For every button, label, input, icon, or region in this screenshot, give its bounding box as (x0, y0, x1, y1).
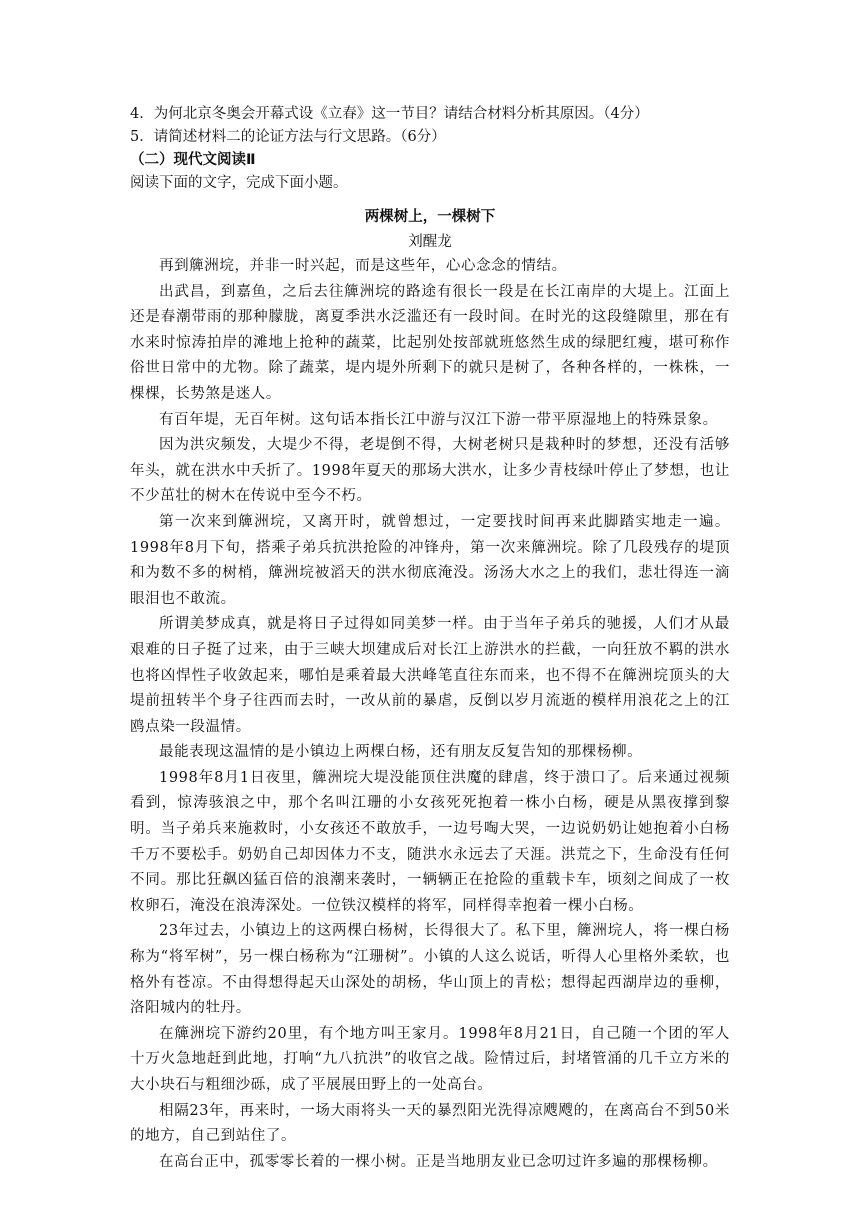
reading-instruction: 阅读下面的文字，完成下面小题。 (130, 175, 348, 191)
article-paragraph-9: 23年过去，小镇边上的这两棵白杨树，长得很大了。私下里，簰洲垸人，将一棵白杨称为“将军树”，另一棵白杨称为“江珊树”。小镇的人这么说话，听得人心里格外柔软，也格外有苍凉。不由得想得起天山深处的胡杨，华山顶上的青松；想得起西湖岸边的垂柳，洛阳城内的牡丹。 (130, 923, 730, 1017)
article-paragraph-7: 最能表现这温情的是小镇边上两棵白杨，还有朋友反复告知的那棵杨柳。 (159, 744, 643, 761)
article-author: 刘醒龙 (408, 234, 452, 250)
article-paragraph-4: 因为洪灾频发，大堤少不得，老堤倒不得，大树老树只是栽种时的梦想，还没有活够年头，就在洪水中夭折了。1998年夏天的那场大洪水，让多少青枝绿叶停止了梦想，也让不少茁壮的树木在传说中至今不朽。 (130, 437, 730, 505)
article-paragraph-5: 第一次来到簰洲垸，又离开时，就曾想过，一定要找时间再来此脚踏实地走一遍。1998年8月下旬，搭乘子弟兵抗洪抢险的冲锋舟，第一次来簰洲垸。除了几段残存的堤顶和为数不多的树梢，簰洲垸被滔天的洪水彻底淹没。汤汤大水之上的我们，悲壮得连一滴眼泪也不敢流。 (130, 513, 730, 607)
article-paragraph-12: 在高台正中，孤零零长着的一棵小树。正是当地朋友业已念叨过许多遍的那棵杨柳。 (159, 1153, 718, 1170)
question-5: 5．请简述材料二的论证方法与行文思路。（6分） (130, 129, 446, 145)
article-title: 两棵树上，一棵树下 (364, 209, 496, 225)
question-4: 4．为何北京冬奥会开幕式设《立春》这一节目？请结合材料分析其原因。（4分） (130, 106, 649, 122)
article-paragraph-8: 1998年8月1日夜里，簰洲垸大堤没能顶住洪魔的肆虐，终于溃口了。后来通过视频看到，惊涛骇浪之中，那个名叫江珊的小女孩死死抱着一株小白杨，硬是从黑夜撑到黎明。当子弟兵来施救时，小女孩还不敢放手，一边号啕大哭，一边说奶奶让她抱着小白杨千万不要松手。奶奶自己却因体力不支，随洪水永远去了天涯。洪荒之下，生命没有任何不同。那比狂飙凶猛百倍的浪潮来袭时，一辆辆正在抢险的重载卡车，顷刻之间成了一枚枚卵石，淹没在浪涛深处。一位铁汉模样的将军，同样得幸抱着一棵小白杨。 (130, 769, 730, 914)
article-paragraph-2: 出武昌，到嘉鱼，之后去往簰洲垸的路途有很长一段是在长江南岸的大堤上。江面上还是春潮带雨的那种朦胧，离夏季洪水泛滥还有一段时间。在时光的这段缝隙里，那在有水来时惊涛拍岸的滩地上抢种的蔬菜，比起别处按部就班悠然生成的绿肥红瘦，堪可称作俗世日常中的尤物。除了蔬菜，堤内堤外所剩下的就只是树了，各种各样的，一株株，一棵棵，长势煞是迷人。 (130, 283, 730, 402)
article-paragraph-11: 相隔23年，再来时，一场大雨将头一天的暴烈阳光洗得凉飕飕的，在离高台不到50米的地方，自己到站住了。 (130, 1102, 730, 1145)
article-paragraph-6: 所谓美梦成真，就是将日子过得如同美梦一样。由于当年子弟兵的驰援，人们才从最艰难的日子挺了过来，由于三峡大坝建成后对长江上游洪水的拦截，一向狂放不羁的洪水也将凶悍性子收敛起来，哪怕是乘着最大洪峰笔直往东而来，也不得不在簰洲垸顶头的大堤前扭转半个身子往西而去时，一改从前的暴虐，反倒以岁月流逝的模样用浪花之上的江鸥点染一段温情。 (130, 616, 730, 735)
article-paragraph-10: 在簰洲垸下游约20里，有个地方叫王家月。1998年8月21日，自己随一个团的军人十万火急地赶到此地，打响“九八抗洪”的收官之战。险情过后，封堵管涌的几千立方米的大小块石与粗细沙砾，成了平展展田野上的一处高台。 (130, 1025, 730, 1093)
article-body (130, 254, 730, 1175)
article-paragraph-1: 再到簰洲垸，并非一时兴起，而是这些年，心心念念的情结。 (159, 258, 567, 274)
section-heading: （二）现代文阅读Ⅱ (130, 152, 256, 168)
article-paragraph-3: 有百年堤，无百年树。这句话本指长江中游与汉江下游一带平原湿地上的特殊景象。 (159, 411, 718, 428)
document-content (130, 103, 730, 1175)
